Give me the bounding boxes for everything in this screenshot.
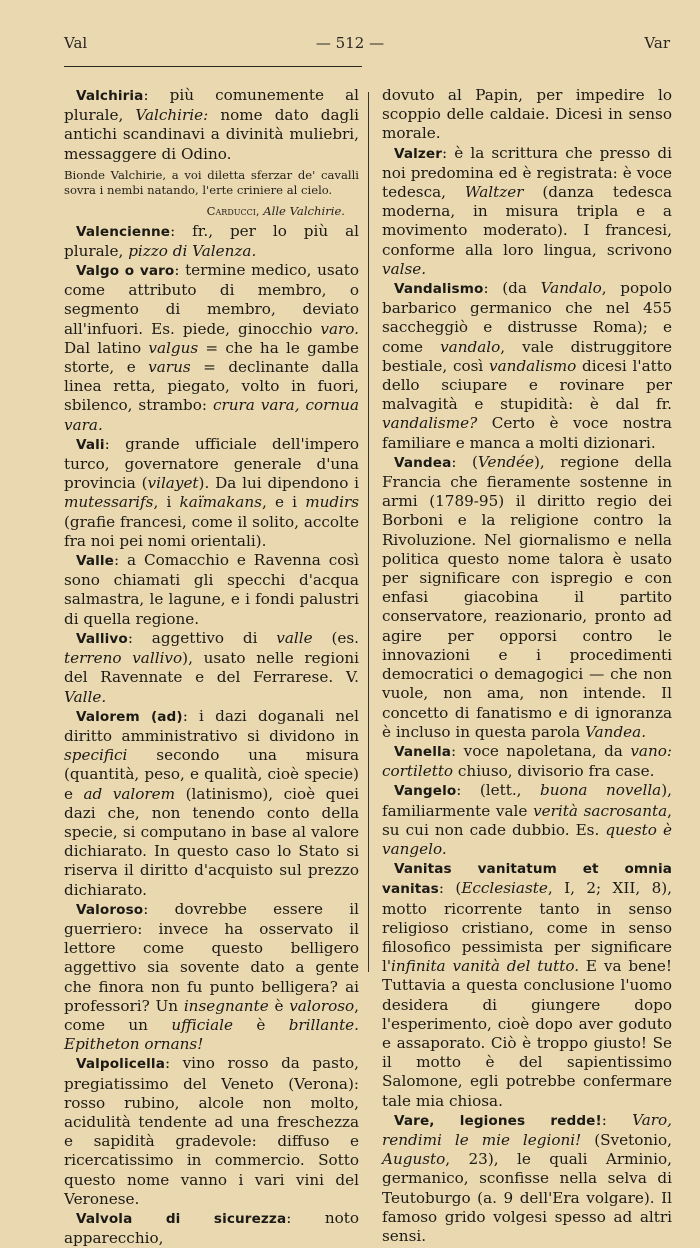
italic-term: vandalo: [440, 337, 501, 356]
headword: Valzer: [394, 145, 443, 162]
entry-text: :: [601, 1110, 633, 1129]
dictionary-entry: [64, 1209, 359, 1248]
dictionary-entry: [64, 629, 359, 707]
headword: Valencienne: [76, 223, 171, 240]
quotation: Bionde Valchirie, a voi diletta sferzar de' cavalli sovra i nembi natando, l'erte criniere al cielo.: [64, 167, 359, 198]
italic-term: specifici: [64, 746, 128, 765]
italic-term: valoroso: [289, 996, 355, 1015]
entry-text: , come un: [64, 996, 359, 1034]
dictionary-entry: [64, 551, 359, 629]
italic-term: varo.: [320, 319, 359, 338]
italic-term: verità sacrosanta: [533, 801, 668, 820]
dictionary-entry: [64, 707, 359, 900]
column-divider: [368, 92, 369, 972]
dictionary-entry: [382, 1111, 672, 1246]
italic-term: Vendée: [477, 452, 534, 471]
dictionary-entry: [382, 144, 672, 279]
italic-term: brillante. Epitheton ornans!: [64, 1015, 359, 1054]
entry-text: : a Comacchio e Ravenna così sono chiamati gli specchi d'acqua salmastra, le lagune, e i fondi palustri di quella regione.: [64, 551, 359, 628]
italic-term: questo è vangelo.: [382, 820, 672, 858]
italic-term: Augusto: [382, 1150, 446, 1169]
dictionary-entry: [382, 742, 672, 781]
quotation-source: Alle Valchirie.: [263, 203, 345, 218]
entry-text: : è la scrittura che presso di noi predomina ed è registrata: è voce tedesca,: [382, 143, 672, 202]
quotation-author: Carducci,: [206, 203, 260, 218]
entry-text: (danza tedesca moderna, in misura tripla e a movimento moderato). I francesi, conforme alla loro lingua, scrivono: [382, 183, 672, 259]
entry-text: : grande ufficiale dell'impero turco, governatore generale d'una provincia (: [64, 434, 359, 493]
entry-text: : (da: [483, 279, 541, 298]
entry-text: E va bene! Tuttavia a questa conclusione l'uomo desidera di giungere dopo l'esperimento, cioè dopo aver goduto e assaporato. Ciò è troppo giusto! Se il motto è del sapientissimo Salomone, egli potrebbe confermare tale mia chiosa.: [382, 957, 672, 1110]
headword: Valgo o varo: [76, 263, 175, 280]
dictionary-entry: [64, 86, 359, 164]
italic-term: Ecclesiaste: [461, 879, 548, 898]
entry-text: secondo una misura (quantità, peso, e qualità, cioè specie) e: [64, 746, 359, 803]
page-header: [0, 34, 700, 56]
running-head-left: Val: [64, 34, 88, 52]
headword: Vandea: [394, 454, 452, 471]
entry-text: ), regione della Francia che fieramente sostenne in armi (1789-95) il diritto regio dei Borboni e la religione contro la Rivoluzione. Nel giornalismo e nella politica questo nome talora è usato per significare con ispregio e con enfasi giacobina il partito conservatore, reazionario, pronto ad agire per opporsi contro le innovazioni e i procedimenti democratici o demagogici — che non vuole, non ama, non intende. Il concetto di fanatismo e di ignoranza è incluso in questa parola: [382, 452, 672, 741]
entry-text: : termine medico, usato come attributo di membro, o segmento di membro, deviato all'infuori. Es. piede, ginocchio: [64, 261, 359, 338]
dictionary-entry: [382, 781, 672, 859]
entry-text: , i: [153, 493, 180, 512]
entry-text: : (: [438, 879, 462, 898]
italic-term: mutessarifs: [64, 493, 154, 512]
dictionary-entry: [64, 435, 359, 551]
italic-term: pizzo di Valenza.: [128, 241, 257, 260]
entry-text: , popolo barbarico germanico che nel 455 saccheggiò e distrusse Roma); e come: [382, 279, 672, 356]
entry-text: (latinismo), cioè quei dazi che, non tenendo conto della specie, si computano in base al valore dichiarato. In questo caso lo Stato si riserva il diritto d'acquisto sul prezzo dichiarato.: [64, 784, 359, 899]
italic-term: ad valorem: [83, 784, 176, 803]
entry-text: , e i: [261, 493, 306, 512]
italic-term: vandalisme?: [382, 414, 478, 433]
entry-text: dovuto al Papin, per impedire lo scoppio delle caldaie. Dicesi in senso morale.: [382, 86, 672, 143]
dictionary-entry: [64, 900, 359, 1055]
entry-text: , I, 2; XII, 8), motto ricorrente tanto in senso religioso cristiano, come in senso filosofico pessimista per significare l': [382, 879, 672, 976]
italic-term: valgus: [148, 338, 199, 357]
headword: Vare, legiones redde!: [394, 1112, 602, 1129]
entry-text: è: [268, 996, 290, 1015]
entry-text: = declinante dalla linea retta, piegato, volto in fuori, sbilenco, strambo:: [64, 358, 359, 415]
entry-text: Certo è voce nostra familiare e manca a molti dizionari.: [382, 414, 672, 452]
italic-term: terreno vallivo: [64, 649, 183, 668]
italic-term: valle: [276, 628, 313, 647]
headword: Vandalismo: [394, 281, 484, 298]
italic-term: Waltzer: [464, 183, 524, 202]
entry-text: : voce napoletana, da: [451, 741, 631, 760]
entry-text: (grafie francesi, come il solito, accolte fra noi pei nomi orientali).: [64, 512, 359, 550]
entry-text: : aggettivo di: [127, 628, 277, 647]
entry-text: : dovrebbe essere il guerriero: invece ha osservato il lettore come questo belligero aggettivo sia sovente dato a gente che finora non fu punto belligera? ai professori? Un: [64, 899, 359, 1015]
italic-term: Valchirie:: [135, 106, 209, 125]
entry-text: (es.: [312, 628, 359, 647]
dictionary-entry: [64, 1054, 359, 1209]
italic-term: Vandea.: [585, 722, 647, 741]
entry-text: ), familiarmente vale: [382, 781, 672, 820]
header-rule: [64, 66, 362, 67]
entry-text: : vino rosso da pasto, pregiatissimo del Veneto (Verona): rosso rubino, alcole non molto, acidulità tendente ad una freschezza e sapidità gradevole: diffuso e ricercatissimo in commercio. Sotto questo nome vanno i vari vini del Veronese.: [64, 1054, 359, 1208]
entry-text: , vale distruggitore bestiale, così: [382, 337, 673, 375]
italic-term: vilayet: [147, 474, 199, 493]
headword: Valle: [76, 553, 114, 570]
entry-text: : più comunemente al plurale,: [64, 86, 359, 125]
italic-term: vano: cortiletto: [382, 741, 672, 781]
italic-term: ufficiale: [171, 1015, 233, 1034]
headword: Valorem (ad): [76, 708, 183, 725]
entry-text: ). Da lui dipendono i: [198, 474, 360, 493]
headword: Valoroso: [76, 901, 144, 918]
entry-text: : (lett.,: [456, 781, 540, 800]
entry-text: ), usato nelle regioni del Ravennate e del Ferrarese. V.: [64, 649, 359, 687]
italic-term: infinita vanità del tutto.: [391, 957, 580, 976]
dictionary-entry: [382, 279, 672, 453]
entry-text: = che ha le gambe storte, e: [64, 338, 359, 377]
headword: Vallivo: [76, 630, 128, 647]
italic-term: Varo, rendimi le mie legioni!: [382, 1110, 672, 1149]
entry-text: chiuso, divisorio fra case.: [453, 762, 655, 781]
headword: Vali: [76, 436, 105, 453]
italic-term: Vandalo: [540, 279, 602, 298]
italic-term: mudirs: [305, 493, 360, 512]
headword: Vangelo: [394, 783, 457, 800]
italic-term: valse.: [382, 259, 427, 278]
dictionary-entry: [382, 859, 672, 1111]
dictionary-entry: [382, 453, 672, 742]
italic-term: crura vara, cornua vara.: [64, 396, 359, 434]
entry-text: dicesi l'atto dello sciupare e rovinare per malvagità e stupidità: è dal fr.: [382, 356, 672, 414]
entry-text: : fr., per lo più al plurale,: [64, 221, 359, 260]
entry-text: : noto apparecchio,: [64, 1208, 359, 1248]
entry-text: , 23), le quali Arminio, germanico, sconfisse nella selva di Teutoburgo (a. 9 dell'Era volgare). Il famoso grido volgesi spesso ad altri sensi.: [382, 1150, 672, 1245]
dictionary-entry: [382, 86, 672, 144]
entry-text: , su cui non cade dubbio. Es.: [382, 801, 672, 839]
running-head-right: Var: [644, 34, 670, 52]
page-number: — 512 —: [315, 34, 385, 52]
headword: Valchiria: [76, 88, 144, 104]
entry-text: nome dato dagli antichi scandinavi a divinità muliebri, messaggere di Odino.: [64, 106, 359, 163]
entry-text: (Svetonio,: [581, 1130, 672, 1149]
italic-term: Valle.: [64, 687, 107, 706]
headword: Vanitas vanitatum et omnia vanitas: [382, 861, 672, 898]
dictionary-entry: [64, 222, 359, 261]
right-column: [382, 86, 672, 1246]
entry-text: : (: [451, 452, 478, 471]
headword: Valvola di sicurezza: [76, 1210, 287, 1227]
entry-text: : i dazi doganali nel diritto amministrativo si dividono in: [64, 706, 359, 745]
headword: Valpolicella: [76, 1056, 165, 1073]
entry-text: Dal latino: [64, 338, 149, 357]
italic-term: buona novella: [540, 781, 662, 800]
quotation-attribution: [64, 203, 359, 219]
italic-term: vandalismo: [489, 356, 577, 375]
left-column: [64, 86, 359, 1248]
entry-text: è: [232, 1015, 289, 1034]
dictionary-entry: [64, 261, 359, 435]
italic-term: kaïmakans: [179, 493, 262, 512]
headword: Vanella: [394, 743, 452, 760]
italic-term: insegnante: [183, 996, 269, 1015]
italic-term: varus: [148, 358, 191, 377]
